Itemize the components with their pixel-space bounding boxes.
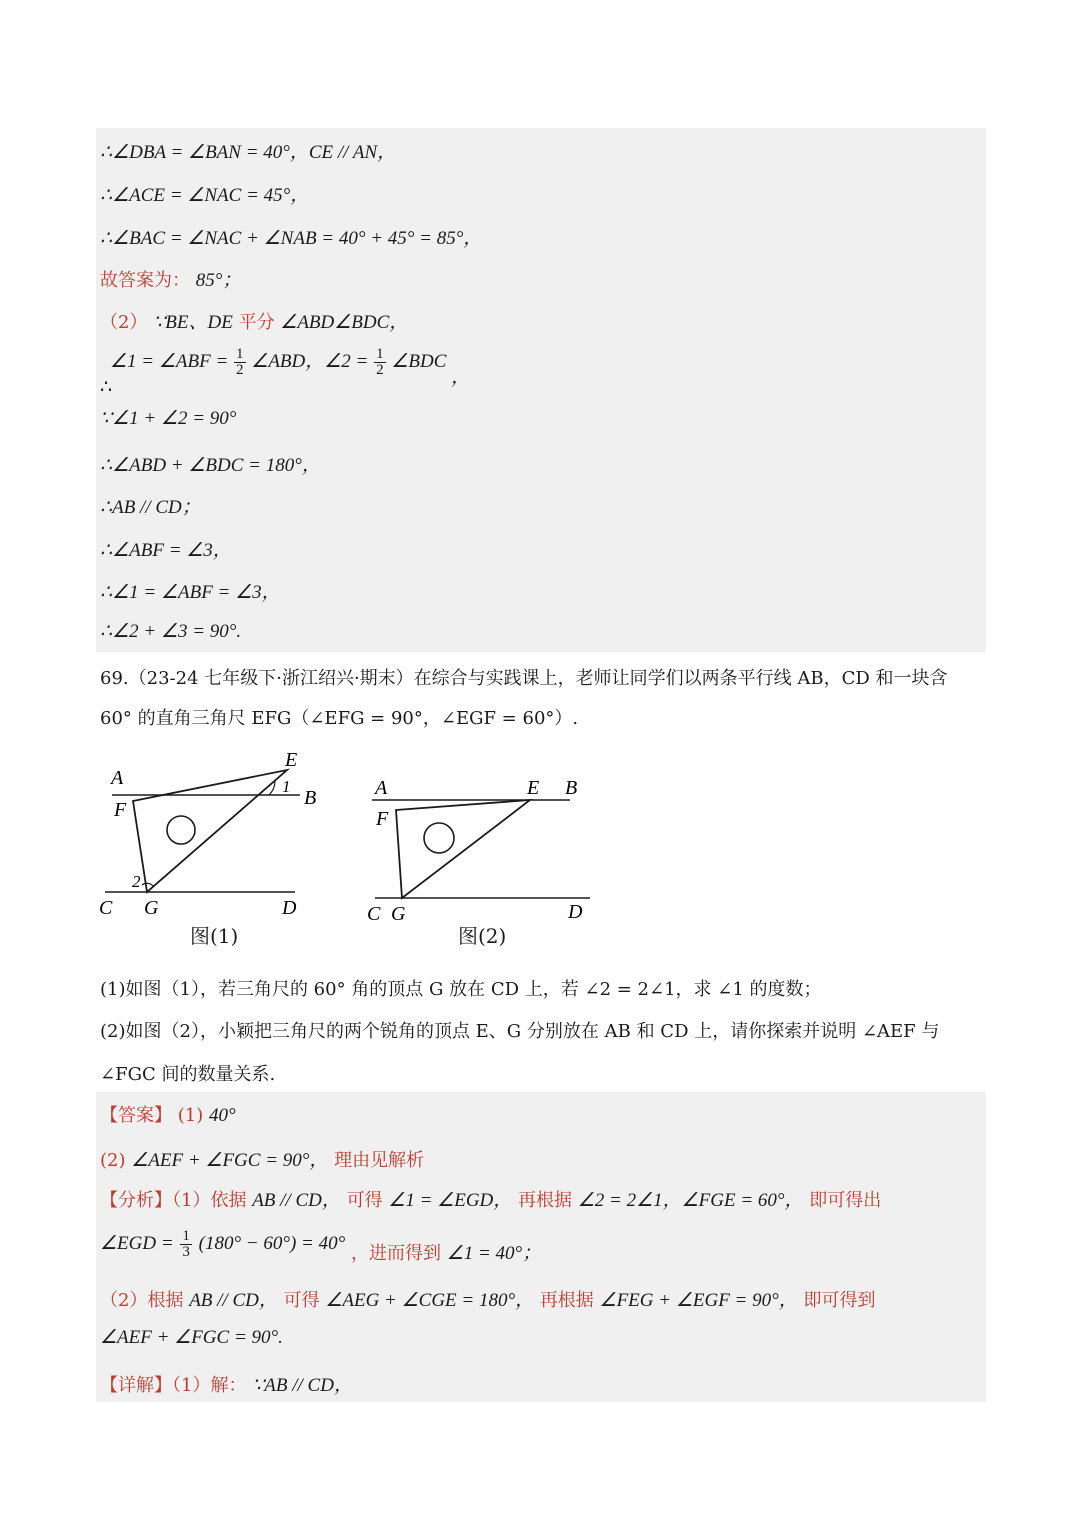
math-text: ∠1 = ∠EGD，: [388, 1190, 513, 1211]
fraction: $\frac{1}{3}$: [182, 1227, 190, 1260]
question-line-1: 69.（23-24 七年级下·浙江绍兴·期末）在综合与实践课上，老师让同学们以两条平行线 AB，CD 和一块含: [100, 668, 948, 689]
math-text: ∵BE、DE: [153, 312, 233, 333]
text: （2）根据: [100, 1290, 184, 1311]
label-G: G: [144, 897, 159, 919]
analysis-line-2: [100, 1227, 542, 1264]
fraction: $\frac{1}{2}$: [376, 346, 384, 379]
label-angle-1: 1: [282, 777, 291, 796]
detail-tag: 【详解】: [100, 1375, 172, 1396]
label-F: F: [376, 808, 389, 830]
text: （1）依据: [172, 1190, 247, 1211]
question-part-2-cont: ∠FGC 间的数量关系.: [100, 1064, 276, 1085]
question-part-1: (1)如图（1），若三角尺的 60° 角的顶点 G 放在 CD 上，若 ∠2 = 2∠1，求 ∠1 的度数；: [100, 979, 822, 1000]
label-C: C: [99, 897, 113, 919]
label-B: B: [304, 787, 317, 809]
math-text: ∠ABD∠BDC，: [280, 312, 409, 333]
analysis-line-3: [100, 1285, 875, 1312]
solution-line-7: ∵∠1 + ∠2 = 90°: [100, 408, 237, 429]
text: 再根据: [539, 1290, 594, 1311]
figure-1-caption: 图(1): [190, 924, 239, 948]
text: 再根据: [518, 1190, 572, 1211]
solution-line-10: ∴∠ABF = ∠3，: [100, 540, 232, 561]
math-text: ∠AEF + ∠FGC = 90°，: [131, 1150, 329, 1171]
solution-line-5: [100, 307, 408, 334]
label-E: E: [527, 777, 540, 799]
math-text: AB // CD，: [189, 1290, 278, 1311]
comma: ，: [451, 367, 471, 388]
math-text: ∠1 = 40°；: [446, 1243, 542, 1264]
answer-line-1: [100, 1101, 236, 1127]
answer-tag: 【答案】: [100, 1105, 172, 1126]
math-text: ∠AEG + ∠CGE = 180°，: [325, 1290, 535, 1311]
fraction: $\frac{1}{2}$: [236, 346, 244, 379]
math-text: AB // CD，: [252, 1190, 341, 1211]
keyword: 平分: [238, 312, 275, 333]
label-G: G: [391, 903, 406, 925]
math-text: 40°: [208, 1105, 236, 1126]
label-A: A: [375, 777, 388, 799]
text: ，进而得到: [350, 1243, 441, 1264]
solution-line-11: ∴∠1 = ∠ABF = ∠3，: [100, 582, 281, 603]
solution-line-1: ∴∠DBA = ∠BAN = 40°，CE // AN，: [100, 142, 397, 163]
label-E: E: [285, 749, 298, 771]
label-F: F: [114, 799, 127, 821]
solution-line-4: [100, 265, 241, 292]
math-text: ∵AB // CD，: [252, 1375, 353, 1396]
part-number: (2): [100, 1150, 126, 1171]
text: 可得: [346, 1190, 383, 1211]
math-text: ∠BDC: [391, 351, 447, 372]
solution-line-8: ∴∠ABD + ∠BDC = 180°，: [100, 455, 321, 476]
label-A: A: [111, 767, 124, 789]
math-text: ∠2 = 2∠1，∠FGE = 60°，: [577, 1190, 804, 1211]
question-part-2: (2)如图（2），小颖把三角尺的两个锐角的顶点 E、G 分别放在 AB 和 CD 上，请你探索并说明 ∠AEF 与: [100, 1021, 940, 1042]
label-D: D: [282, 897, 297, 919]
math-text: ∠ABD，∠2 =: [251, 351, 369, 372]
analysis-line-4: ∠AEF + ∠FGC = 90°.: [100, 1327, 283, 1348]
label-C: C: [367, 903, 381, 925]
therefore-symbol: ∴: [100, 377, 113, 398]
figure-2-caption: 图(2): [458, 924, 507, 948]
text: 即可得出: [809, 1190, 882, 1211]
solution-line-2: ∴∠ACE = ∠NAC = 45°，: [100, 185, 310, 206]
solution-line-12: ∴∠2 + ∠3 = 90°.: [100, 621, 242, 642]
analysis-tag: 【分析】: [100, 1190, 172, 1211]
part-number: （2）: [100, 312, 148, 333]
math-text: ∠FEG + ∠EGF = 90°，: [599, 1290, 798, 1311]
label-B: B: [565, 777, 578, 799]
text: 可得: [283, 1290, 320, 1311]
solution-line-3: ∴∠BAC = ∠NAC + ∠NAB = 40° + 45° = 85°，: [100, 228, 483, 249]
question-line-2: 60° 的直角三角尺 EFG（∠EFG = 90°，∠EGF = 60°）.: [100, 708, 579, 729]
solution-line-6: [100, 346, 471, 398]
answer-label: 故答案为：: [100, 270, 190, 291]
math-text: ∠EGD =: [100, 1233, 174, 1254]
text: 即可得到: [803, 1290, 876, 1311]
figure-2-diagram: [360, 765, 600, 945]
detail-line-1: [100, 1370, 353, 1397]
math-text: (180° − 60°) = 40°: [198, 1233, 346, 1254]
answer-note: 理由见解析: [334, 1150, 425, 1171]
part-number: (1): [177, 1105, 204, 1126]
math-text: ∠1 = ∠ABF =: [110, 351, 229, 372]
solution-line-9: ∴AB // CD；: [100, 497, 201, 518]
label-D: D: [568, 901, 583, 923]
text: （1）解：: [172, 1375, 247, 1396]
answer-line-2: [100, 1145, 424, 1172]
label-angle-2: 2: [132, 872, 141, 891]
answer-value: 85°；: [195, 270, 242, 291]
analysis-line-1: [100, 1185, 881, 1212]
